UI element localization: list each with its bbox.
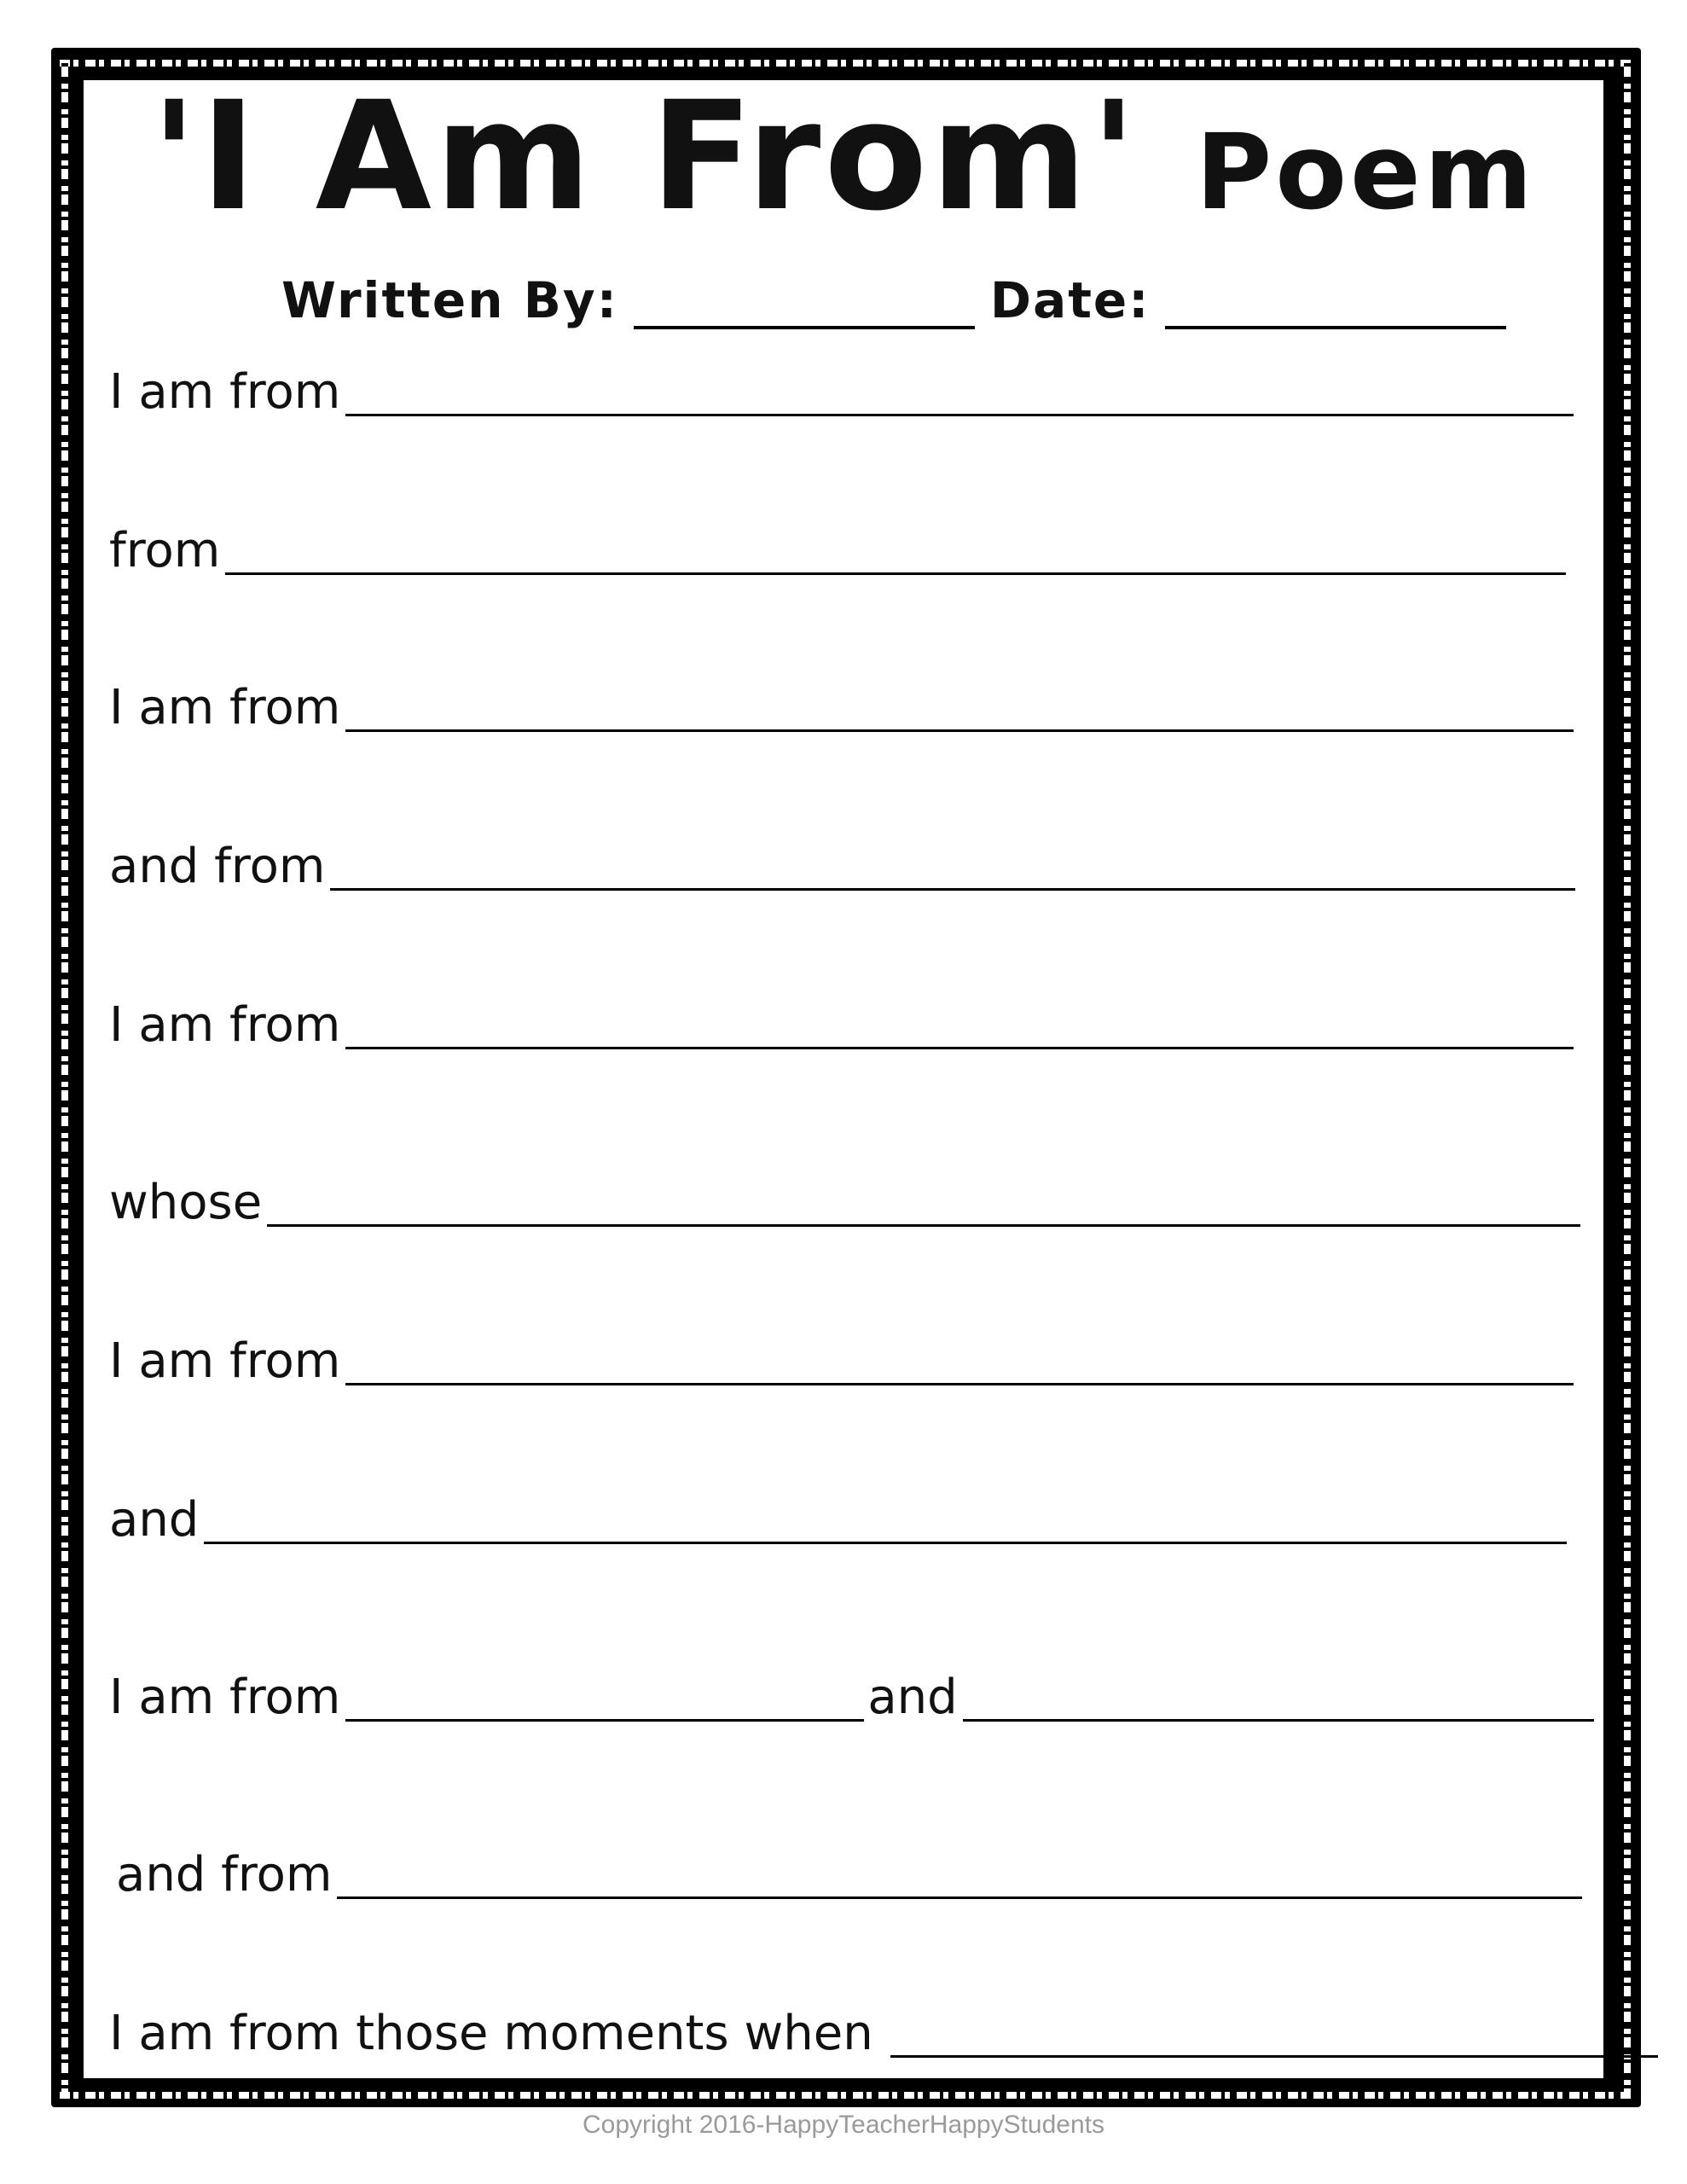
- line-blank[interactable]: [330, 844, 1575, 891]
- line-blank[interactable]: [267, 1180, 1580, 1227]
- line-blank[interactable]: [204, 1497, 1567, 1544]
- line-blank[interactable]: [345, 369, 1574, 416]
- poem-line: [109, 680, 1574, 735]
- copyright-text: Copyright 2016-HappyTeacherHappyStudents: [582, 2111, 1105, 2139]
- poem-line: [109, 1492, 1567, 1548]
- line-middle: and: [867, 1670, 958, 1725]
- title-poem: Poem: [1195, 112, 1536, 233]
- line-prompt: and from: [116, 1847, 333, 1902]
- line-blank[interactable]: [963, 1675, 1594, 1722]
- line-blank[interactable]: [225, 528, 1566, 575]
- poem-line: [109, 1175, 1580, 1230]
- border-left-pattern: [61, 60, 68, 2099]
- worksheet-title: [0, 69, 1687, 244]
- line-prompt: I am from: [109, 1333, 341, 1389]
- poem-line: [109, 523, 1566, 578]
- line-prompt: and: [109, 1492, 200, 1548]
- line-blank[interactable]: [345, 685, 1574, 732]
- line-prompt: I am from those moments when: [109, 2006, 873, 2061]
- poem-line: [109, 364, 1574, 420]
- border-bottom-pattern: [60, 2092, 1632, 2099]
- byline: [281, 271, 1522, 329]
- line-prompt: I am from: [109, 364, 341, 420]
- written-by-field[interactable]: [634, 276, 975, 329]
- poem-line: [109, 1333, 1574, 1389]
- poem-line: [109, 839, 1575, 894]
- line-prompt: whose: [109, 1175, 263, 1230]
- line-prompt: I am from: [109, 1670, 341, 1725]
- border-right-pattern: [1624, 60, 1631, 2099]
- line-blank[interactable]: [345, 1339, 1574, 1385]
- title-main: 'I Am From': [151, 69, 1140, 244]
- line-blank[interactable]: [337, 1852, 1582, 1899]
- poem-line: [109, 997, 1574, 1053]
- line-prompt: and from: [109, 839, 326, 894]
- line-blank[interactable]: [345, 1675, 864, 1722]
- border-top-pattern: [60, 60, 1632, 67]
- poem-line: [116, 1847, 1582, 1902]
- line-prompt: I am from: [109, 997, 341, 1053]
- poem-line: [109, 1670, 1594, 1725]
- date-label: Date:: [989, 271, 1151, 329]
- poem-line: [109, 2006, 1658, 2061]
- line-blank[interactable]: [890, 2011, 1658, 2058]
- line-prompt: I am from: [109, 680, 341, 735]
- date-field[interactable]: [1165, 276, 1506, 329]
- line-blank[interactable]: [345, 1002, 1574, 1049]
- line-prompt: from: [109, 523, 221, 578]
- written-by-label: Written By:: [281, 271, 618, 329]
